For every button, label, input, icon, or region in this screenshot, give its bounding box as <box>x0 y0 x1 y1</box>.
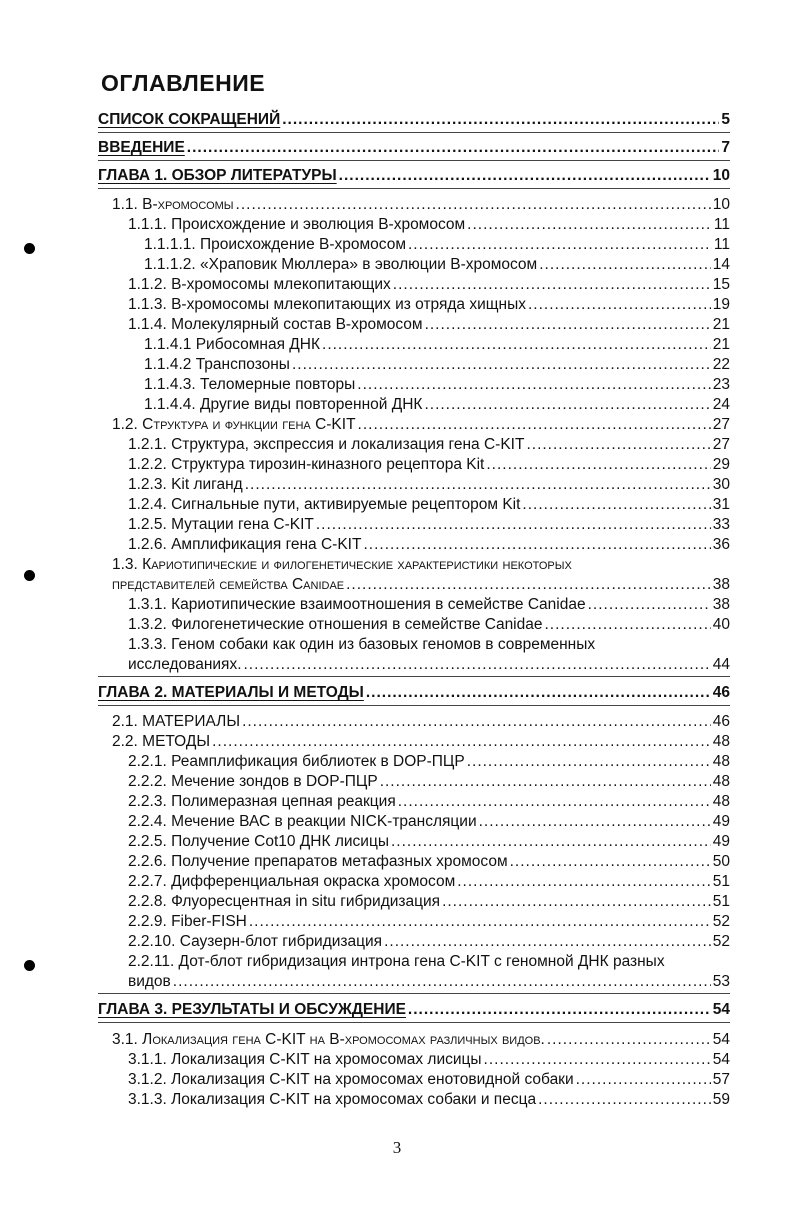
toc-entry[interactable]: 2.2.6. Получение препаратов метафазных хромосом ..... 50 <box>128 852 730 871</box>
toc-entry[interactable]: 1.2.6. Амплификация гена C-KIT ..... 36 <box>128 535 730 554</box>
divider <box>98 676 730 677</box>
toc-entry[interactable]: 1.1.4.2 Транспозоны ..... 22 <box>144 355 730 374</box>
toc-entry[interactable]: 2.2. МЕТОДЫ ..... 48 <box>112 732 730 751</box>
toc-entry[interactable]: 2.2.9. Fiber-FISH ..... 52 <box>128 912 730 931</box>
divider <box>98 1022 730 1023</box>
toc-entry-chapter-2[interactable]: ГЛАВА 2. МАТЕРИАЛЫ И МЕТОДЫ ..... 46 <box>98 683 730 702</box>
toc-entry[interactable]: 1.1.3. В-хромосомы млекопитающих из отряда хищных ..... 19 <box>128 295 730 314</box>
divider <box>98 188 730 189</box>
toc-entry[interactable]: 1.1.4.3. Теломерные повторы ..... 23 <box>144 375 730 394</box>
toc-entry[interactable]: 3.1.2. Локализация C-KIT на хромосомах енотовидной собаки ..... 57 <box>128 1070 730 1089</box>
toc-entry[interactable]: видов ..... 53 <box>128 972 730 991</box>
divider <box>98 160 730 161</box>
binder-hole-mark <box>24 243 35 254</box>
toc-entry[interactable]: 2.2.7. Дифференциальная окраска хромосом ..... 51 <box>128 872 730 891</box>
toc-entry[interactable]: 2.2.1. Реамплификация библиотек в DOP-ПЦР ..... 48 <box>128 752 730 771</box>
toc-entry[interactable]: 1.2.3. Kit лиганд ..... 30 <box>128 475 730 494</box>
toc-entry[interactable]: 1.1.1. Происхождение и эволюция В-хромосом ..... 11 <box>128 215 730 234</box>
toc-entry[interactable]: 3.1.3. Локализация C-KIT на хромосомах собаки и песца ..... 59 <box>128 1090 730 1109</box>
toc-entry[interactable]: 1.2.4. Сигнальные пути, активируемые рецептором Kit ..... 31 <box>128 495 730 514</box>
toc-entry-chapter-1[interactable]: ГЛАВА 1. ОБЗОР ЛИТЕРАТУРЫ ..... 10 <box>98 166 730 185</box>
toc-entry[interactable]: 1.1.4.1 Рибосомная ДНК ..... 21 <box>144 335 730 354</box>
toc-entry[interactable]: 2.2.4. Мечение ВАС в реакции NICK-трансляции ..... 49 <box>128 812 730 831</box>
divider <box>98 705 730 706</box>
toc-entry-introduction[interactable]: ВВЕДЕНИЕ ..... 7 <box>98 138 730 157</box>
toc-entry[interactable]: 1.2. Структура и функции гена C-KIT ..... 27 <box>112 415 730 434</box>
toc-entry[interactable]: 2.2.10. Саузерн-блот гибридизация ..... 52 <box>128 932 730 951</box>
toc-entry-chapter-3[interactable]: ГЛАВА 3. РЕЗУЛЬТАТЫ И ОБСУЖДЕНИЕ ..... 54 <box>98 1000 730 1019</box>
toc-entry[interactable]: 2.2.5. Получение Cot10 ДНК лисицы ..... 49 <box>128 832 730 851</box>
page-number: 3 <box>392 1138 402 1157</box>
divider <box>98 993 730 994</box>
toc-entry[interactable]: 1.1.1.1. Происхождение В-хромосом ..... 11 <box>144 235 730 254</box>
toc-entry[interactable]: 1.3.2. Филогенетические отношения в семействе Canidae ..... 40 <box>128 615 730 634</box>
toc-entry[interactable]: исследованиях. ..... 44 <box>128 655 730 674</box>
toc-entry-first-line[interactable]: 2.2.11. Дот-блот гибридизация интрона гена C-KIT с геномной ДНК разных <box>128 953 665 970</box>
toc-entry[interactable]: 1.1.4.4. Другие виды повторенной ДНК ..... 24 <box>144 395 730 414</box>
toc-entry[interactable]: 2.2.8. Флуоресцентная in situ гибридизация ..... 51 <box>128 892 730 911</box>
binder-hole-mark <box>24 960 35 971</box>
divider <box>98 132 730 133</box>
toc-entry[interactable]: 3.1.1. Локализация C-KIT на хромосомах лисицы ..... 54 <box>128 1050 730 1069</box>
binder-hole-mark <box>24 570 35 581</box>
toc-entry[interactable]: 1.1.4. Молекулярный состав В-хромосом ..... 21 <box>128 315 730 334</box>
page-title: ОГЛАВЛЕНИЕ <box>101 70 266 96</box>
toc-entry[interactable]: 2.2.3. Полимеразная цепная реакция ..... 48 <box>128 792 730 811</box>
toc-entry[interactable]: представителей семейства Canidae ..... 38 <box>112 575 730 594</box>
toc-entry[interactable]: 1.2.5. Мутации гена C-KIT ..... 33 <box>128 515 730 534</box>
toc-entry[interactable]: 3.1. Локализация гена C-KIT на В-хромосомах различных видов. ..... 54 <box>112 1030 730 1049</box>
toc-entry[interactable]: 1.2.2. Структура тирозин-киназного рецептора Kit ..... 29 <box>128 455 730 474</box>
toc-entry-abbreviations[interactable]: СПИСОК СОКРАЩЕНИЙ ..... 5 <box>98 110 730 129</box>
toc-entry[interactable]: 1.1. В-хромосомы ..... 10 <box>112 195 730 214</box>
toc-entry-first-line[interactable]: 1.3. Кариотипические и филогенетические характеристики некоторых <box>112 556 572 573</box>
toc-entry[interactable]: 2.1. МАТЕРИАЛЫ ..... 46 <box>112 712 730 731</box>
toc-entry[interactable]: 1.1.1.2. «Храповик Мюллера» в эволюции В-хромосом ..... 14 <box>144 255 730 274</box>
toc-entry[interactable]: 1.3.1. Кариотипические взаимоотношения в семействе Canidae ..... 38 <box>128 595 730 614</box>
toc-entry[interactable]: 2.2.2. Мечение зондов в DOP-ПЦР ..... 48 <box>128 772 730 791</box>
toc-entry[interactable]: 1.2.1. Структура, экспрессия и локализация гена C-KIT ..... 27 <box>128 435 730 454</box>
toc-entry-first-line[interactable]: 1.3.3. Геном собаки как один из базовых геномов в современных <box>128 636 596 653</box>
toc-entry[interactable]: 1.1.2. В-хромосомы млекопитающих ..... 15 <box>128 275 730 294</box>
